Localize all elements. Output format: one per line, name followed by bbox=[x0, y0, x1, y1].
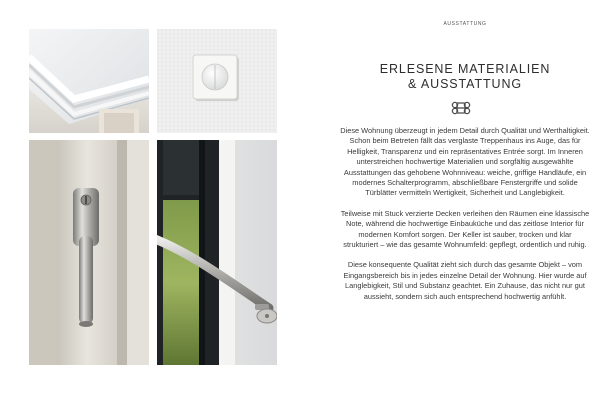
photo-light-switch bbox=[157, 29, 277, 133]
photo-stucco-ceiling bbox=[29, 29, 149, 133]
photo-window-handle bbox=[29, 140, 149, 365]
body-text bbox=[340, 126, 590, 312]
page-title bbox=[340, 62, 590, 92]
page-title-line-1: ERLESENE MATERIALIEN bbox=[379, 62, 551, 76]
celtic-knot-icon bbox=[451, 100, 471, 116]
light-switch-image bbox=[157, 29, 277, 133]
paragraph-3: Diese konsequente Qualität zieht sich durch das gesamte Objekt – vom Eingangsbereich bis in jedes einzelne Detail der Wohnung. Hier wurde auf Langlebigkeit, Stil und Substanz geachtet. Ein Zuhause, das nicht nur gut aussieht, sondern sich auch entsprechend hochwertig anfühlt. bbox=[343, 260, 587, 301]
section-label: AUSSTATTUNG bbox=[443, 21, 487, 27]
paragraph-1: Diese Wohnung überzeugt in jedem Detail durch Qualität und Werthaltigkeit. Schon beim Betreten fällt das verglaste Treppenhaus ins Auge, das für Helligkeit, Transparenz und ein repräsentatives Entrée sorgt. Im Inneren unterstreichen hochwertige Materialien und sorgfältig ausgewählte Ausstattungen das gehobene Wohnniveau: weiche, griffige Handläufe, ein modernes Schalterprogramm, abschließbare Fenstergriffe und solide Türblätter vermitteln Wertigkeit, Sicherheit und Langlebigkeit. bbox=[340, 126, 590, 198]
stucco-ceiling-image bbox=[29, 29, 149, 133]
photo-handrail-window bbox=[157, 140, 277, 365]
handrail-image bbox=[157, 140, 277, 365]
page-title-line-2: & AUSSTATTUNG bbox=[407, 77, 523, 91]
window-handle-image bbox=[29, 140, 149, 365]
paragraph-2: Teilweise mit Stuck verzierte Decken verleihen den Räumen eine klassische Note, während die hochwertige Einbauküche und das zeitlose Interior für modernen Komfort sorgen. Der Keller ist sauber, trocken und klar strukturiert – wie das gesamte Wohnumfeld: gepflegt, ordentlich und ruhig. bbox=[340, 208, 590, 250]
